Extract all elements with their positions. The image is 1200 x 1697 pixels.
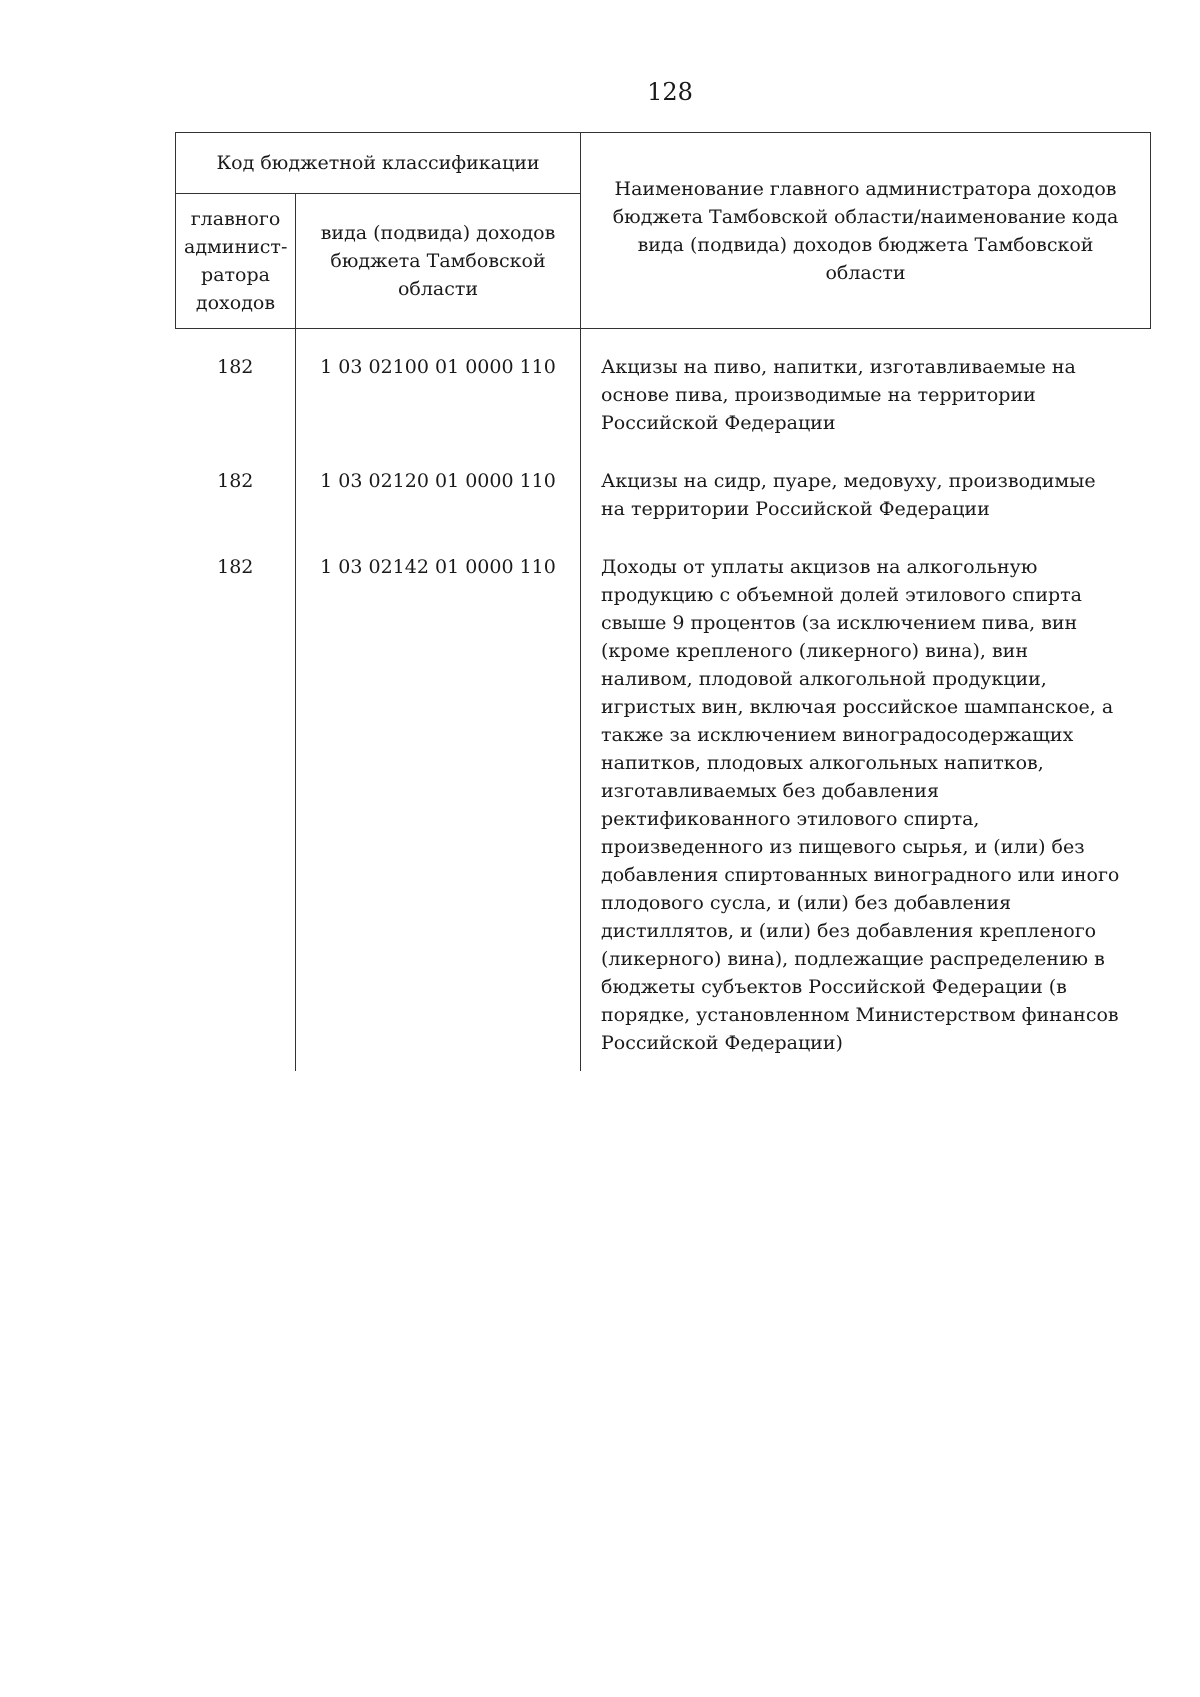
admin-code-cell: 182 [176,553,296,1071]
text-line: игристых вин, включая российское шампанское, а [601,696,1114,718]
text-line: Акцизы на пиво, напитки, изготавливаемые на [601,356,1076,378]
text-line: плодового сусла, и (или) без добавления [601,892,1012,914]
text-line: напитков, плодовых алкогольных напитков, [601,752,1044,774]
text-line: главного [190,208,281,230]
table-row [176,553,1151,1071]
text-line: наливом, плодовой алкогольной продукции, [601,668,1047,690]
income-code-cell: 1 03 02142 01 0000 110 [296,553,581,1071]
header-code-column [296,194,581,329]
text-line: основе пива, производимые на территории [601,384,1036,406]
text-line: продукцию с объемной долей этилового спирта [601,584,1082,606]
text-line: ректификованного этилового спирта, [601,808,980,830]
header-budget-code-group: Код бюджетной классификации [176,133,581,194]
text-line: Наименование главного администратора доходов [614,177,1117,200]
text-line: свыше 9 процентов (за исключением пива, вин [601,612,1078,634]
income-name-cell [581,467,1151,553]
income-name-cell [581,553,1151,1071]
income-name-cell [581,329,1151,468]
admin-code-cell: 182 [176,329,296,468]
text-line: на территории Российской Федерации [601,498,990,520]
table-row [176,329,1151,468]
text-line: дистиллятов, и (или) без добавления крепленого [601,920,1097,942]
income-code-cell: 1 03 02120 01 0000 110 [296,467,581,553]
table-body [176,329,1151,1072]
text-line: бюджета Тамбовской [330,250,546,272]
text-line: админист- [184,236,288,258]
text-line: вида (подвида) доходов [320,222,556,244]
table-row [176,467,1151,553]
admin-code-cell: 182 [176,467,296,553]
text-line: бюджета Тамбовской области/наименование кода [612,205,1119,228]
text-line: доходов [195,292,276,314]
text-line: области [397,278,479,300]
income-code-cell: 1 03 02100 01 0000 110 [296,329,581,468]
text-line: вида (подвида) доходов бюджета Тамбовской [637,233,1094,256]
text-line: Акцизы на сидр, пуаре, медовуху, производимые [601,470,1096,492]
header-name-column [581,133,1151,329]
text-line: произведенного из пищевого сырья, и (или) без [601,836,1085,858]
text-line: области [825,261,906,284]
table-header [176,133,1151,329]
text-line: порядке, установленном Министерством финансов [601,1004,1119,1026]
text-line: Российской Федерации) [601,1032,843,1054]
text-line: Доходы от уплаты акцизов на алкогольную [601,556,1038,578]
text-line: (ликерного) вина), подлежащие распределению в [601,948,1105,970]
text-line: добавления спиртованных виноградного или иного [601,864,1120,886]
text-line: бюджеты субъектов Российской Федерации (в [601,976,1067,998]
text-line: (кроме крепленого (ликерного) вина), вин [601,640,1029,662]
text-line: Российской Федерации [601,412,836,434]
text-line: ратора [201,264,270,286]
page-number: 128 [647,78,693,106]
header-admin-column [176,194,296,329]
text-line: также за исключением виноградосодержащих [601,724,1074,746]
budget-classification-table [175,132,1151,1071]
text-line: изготавливаемых без добавления [601,780,939,802]
